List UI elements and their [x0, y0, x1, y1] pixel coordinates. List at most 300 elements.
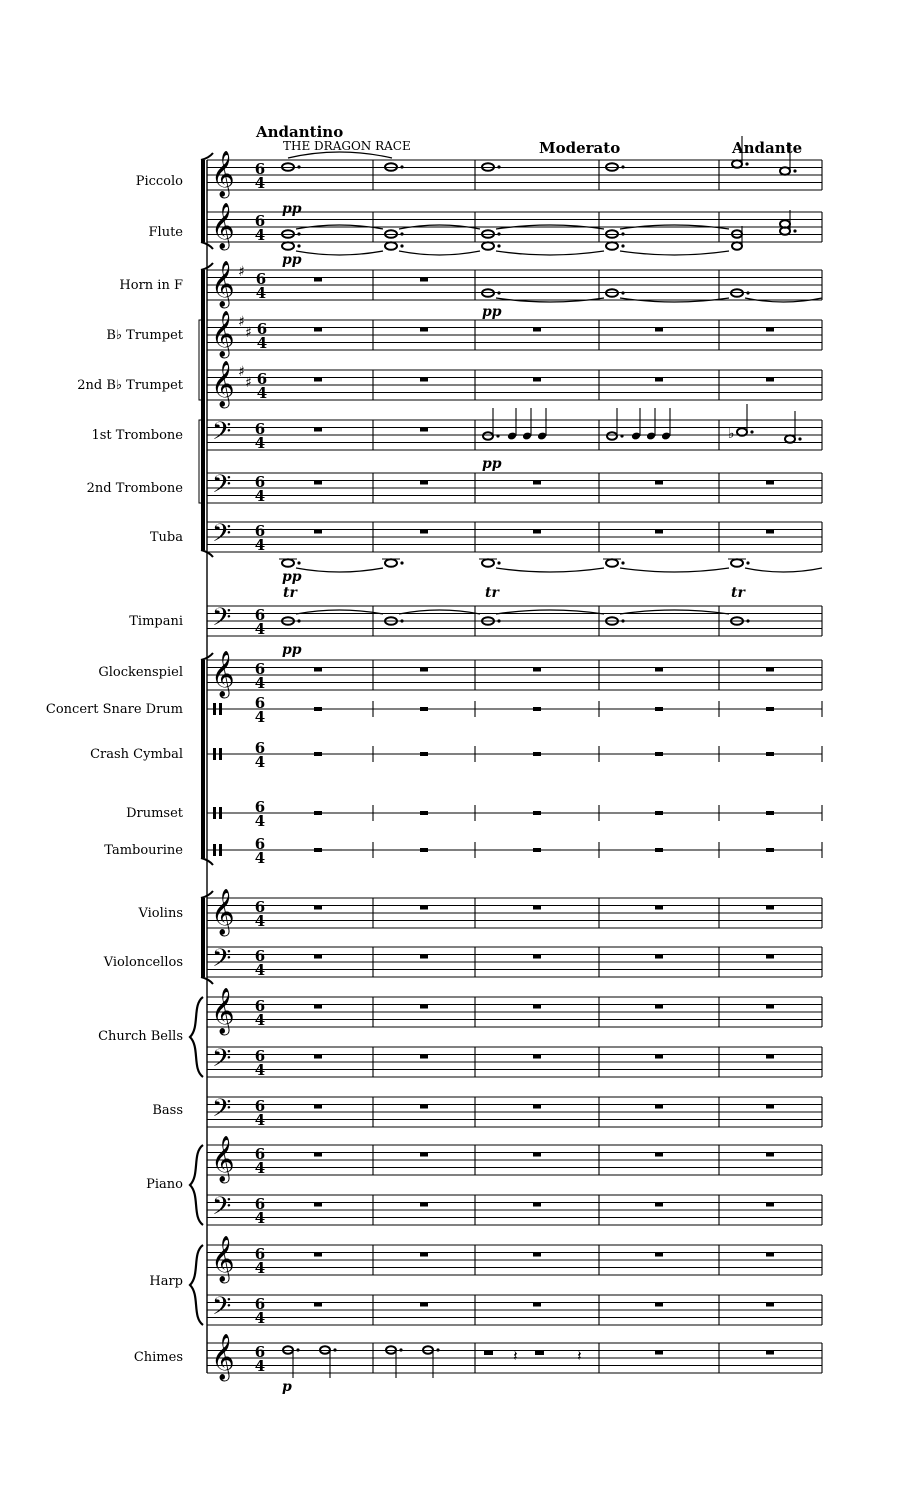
- whole-note: [482, 230, 494, 238]
- label-timpani: Timpani: [129, 614, 183, 629]
- half-note: [283, 1346, 293, 1354]
- dot: [745, 162, 748, 165]
- dot: [497, 291, 500, 294]
- whole-rest: [766, 1203, 774, 1207]
- whole-rest: [314, 1055, 322, 1059]
- whole-rest: [533, 752, 541, 756]
- whole-rest: [766, 1303, 774, 1307]
- half-rest: [484, 1351, 493, 1355]
- whole-rest: [766, 1153, 774, 1157]
- tempo-andante: Andante: [732, 139, 803, 157]
- label-horn: Horn in F: [119, 278, 183, 293]
- brace: [190, 997, 203, 1077]
- whole-rest: [314, 328, 322, 332]
- key-sharp: ♯: [238, 314, 245, 330]
- time-sig-bottom: 4: [254, 1011, 266, 1029]
- dot: [621, 244, 624, 247]
- time-sig-bottom: 4: [254, 536, 266, 554]
- dot: [497, 232, 500, 235]
- time-sig-bottom: 4: [254, 1111, 266, 1129]
- dot: [793, 229, 796, 232]
- whole-rest: [655, 668, 663, 672]
- treble-clef: 𝄞: [211, 311, 235, 357]
- tempo-andantino: Andantino: [256, 123, 344, 141]
- whole-note: [482, 559, 494, 567]
- label-flute: Flute: [148, 225, 183, 240]
- rests: [314, 278, 774, 1366]
- whole-rest: [420, 707, 428, 711]
- system-brackets: [190, 153, 213, 1325]
- dot: [497, 619, 500, 622]
- whole-rest: [766, 955, 774, 959]
- whole-rest: [655, 328, 663, 332]
- whole-rest: [655, 848, 663, 852]
- group-bracket: [201, 160, 205, 242]
- dynamic-p-chimes: p: [282, 1379, 292, 1395]
- whole-rest: [766, 1005, 774, 1009]
- whole-rest: [655, 481, 663, 485]
- label-trumpet-2: 2nd B♭ Trumpet: [77, 378, 183, 393]
- percussion-clef: [213, 748, 216, 760]
- whole-rest: [420, 955, 428, 959]
- whole-rest: [314, 668, 322, 672]
- time-sig-bottom: 4: [254, 753, 266, 771]
- treble-clef: 𝄞: [211, 361, 235, 407]
- dot: [297, 244, 300, 247]
- bass-clef: 𝄢: [212, 1192, 232, 1227]
- percussion-clef: [213, 844, 216, 856]
- quarter-rest: 𝄽: [577, 1347, 582, 1365]
- time-sig-bottom: 4: [254, 1159, 266, 1177]
- whole-rest: [314, 752, 322, 756]
- dot: [400, 561, 403, 564]
- percussion-clef: [213, 807, 216, 819]
- whole-rest: [314, 1153, 322, 1157]
- percussion-clef: [219, 844, 222, 856]
- time-sig-bottom: 4: [254, 1309, 266, 1327]
- whole-note: [482, 242, 494, 250]
- brace: [190, 1145, 203, 1225]
- time-sig-top: 6: [254, 798, 266, 816]
- whole-rest: [533, 481, 541, 485]
- whole-note: [385, 163, 397, 171]
- treble-clef: 𝄞: [211, 1236, 235, 1282]
- staff-lines: [207, 160, 822, 1373]
- half-note: [320, 1346, 330, 1354]
- half-note: [732, 160, 742, 168]
- whole-note: [385, 559, 397, 567]
- trill-2: tr: [485, 585, 499, 601]
- tie: [496, 251, 604, 255]
- whole-rest: [533, 906, 541, 910]
- whole-rest: [533, 1005, 541, 1009]
- treble-clef: 𝄞: [211, 1334, 235, 1380]
- time-sig-top: 6: [254, 835, 266, 853]
- dot: [296, 1348, 299, 1351]
- group-bracket: [201, 660, 205, 858]
- time-sig-top: 6: [254, 1047, 266, 1065]
- whole-rest: [420, 1203, 428, 1207]
- time-sig-top: 6: [256, 370, 268, 388]
- dot: [497, 244, 500, 247]
- dot: [621, 291, 624, 294]
- label-trombone-1: 1st Trombone: [91, 428, 183, 443]
- label-chimes: Chimes: [133, 1350, 183, 1365]
- time-sig-bottom: 4: [254, 812, 266, 830]
- dot: [620, 434, 623, 437]
- whole-rest: [533, 848, 541, 852]
- time-sig-top: 6: [254, 1097, 266, 1115]
- whole-rest: [766, 378, 774, 382]
- whole-rest: [655, 1303, 663, 1307]
- time-sig-top: 6: [254, 694, 266, 712]
- dot: [746, 561, 749, 564]
- time-sig-top: 6: [254, 160, 266, 178]
- percussion-clef: [219, 703, 222, 715]
- label-trumpet: B♭ Trumpet: [106, 328, 183, 343]
- whole-rest: [420, 530, 428, 534]
- whole-rest: [655, 1005, 663, 1009]
- bass-clef: 𝄢: [212, 1292, 232, 1327]
- whole-note: [606, 163, 618, 171]
- whole-rest: [314, 848, 322, 852]
- whole-rest: [533, 811, 541, 815]
- whole-rest: [314, 1105, 322, 1109]
- time-sig-bottom: 4: [254, 226, 266, 244]
- group-bracket: [201, 898, 205, 977]
- whole-rest: [655, 752, 663, 756]
- dynamic-pp-trombone: pp: [482, 456, 502, 472]
- dot: [333, 1348, 336, 1351]
- whole-rest: [420, 1303, 428, 1307]
- half-rest: [535, 1351, 544, 1355]
- dot: [746, 619, 749, 622]
- tempo-moderato: Moderato: [539, 139, 621, 157]
- label-violins: Violins: [138, 906, 183, 921]
- whole-rest: [420, 811, 428, 815]
- dot: [497, 165, 500, 168]
- whole-note: [731, 289, 743, 297]
- whole-note: [282, 230, 294, 238]
- bass-clef: 𝄢: [212, 1044, 232, 1079]
- time-sig-top: 6: [254, 1145, 266, 1163]
- label-church-bells: Church Bells: [98, 1029, 183, 1044]
- time-sig-bottom: 4: [254, 1259, 266, 1277]
- whole-rest: [766, 752, 774, 756]
- whole-rest: [533, 1303, 541, 1307]
- time-sig-top: 6: [254, 212, 266, 230]
- half-note: [483, 432, 493, 440]
- whole-rest: [314, 1005, 322, 1009]
- whole-rest: [314, 428, 322, 432]
- whole-rest: [314, 1253, 322, 1257]
- percussion-clef: [219, 748, 222, 760]
- time-sig-bottom: 4: [254, 708, 266, 726]
- dot: [746, 291, 749, 294]
- whole-rest: [655, 1055, 663, 1059]
- time-sig-bottom: 4: [254, 1357, 266, 1375]
- half-note: [607, 432, 617, 440]
- label-crash: Crash Cymbal: [90, 747, 183, 762]
- key-sharp: ♯: [238, 264, 245, 280]
- bass-clef: 𝄢: [212, 417, 232, 452]
- whole-rest: [314, 955, 322, 959]
- whole-rest: [533, 328, 541, 332]
- whole-note: [385, 230, 397, 238]
- key-sharp: ♯: [245, 325, 252, 341]
- whole-note: [606, 230, 618, 238]
- time-signatures: [255, 160, 267, 1375]
- whole-note: [606, 559, 618, 567]
- time-sig-bottom: 4: [254, 1061, 266, 1079]
- whole-note: [282, 559, 294, 567]
- dot: [297, 232, 300, 235]
- time-sig-top: 6: [254, 1343, 266, 1361]
- whole-rest: [655, 1253, 663, 1257]
- whole-rest: [655, 378, 663, 382]
- label-trombone-2: 2nd Trombone: [86, 481, 183, 496]
- tie: [296, 568, 383, 572]
- whole-note: [482, 289, 494, 297]
- dot: [621, 165, 624, 168]
- half-note: [386, 1346, 396, 1354]
- whole-rest: [420, 848, 428, 852]
- whole-rest: [655, 707, 663, 711]
- label-cellos: Violoncellos: [103, 955, 183, 970]
- dot: [621, 561, 624, 564]
- whole-rest: [766, 906, 774, 910]
- bass-clef: 𝄢: [212, 1094, 232, 1129]
- whole-rest: [766, 328, 774, 332]
- half-note: [785, 435, 795, 443]
- time-sig-top: 6: [254, 739, 266, 757]
- whole-rest: [314, 906, 322, 910]
- time-sig-bottom: 4: [254, 961, 266, 979]
- half-note: [732, 230, 742, 238]
- dot: [436, 1348, 439, 1351]
- whole-rest: [655, 1351, 663, 1355]
- time-sig-top: 6: [254, 997, 266, 1015]
- dot: [297, 619, 300, 622]
- whole-rest: [766, 811, 774, 815]
- tie: [296, 251, 383, 255]
- label-glockenspiel: Glockenspiel: [98, 665, 183, 680]
- half-note: [732, 242, 742, 250]
- time-sig-bottom: 4: [254, 620, 266, 638]
- whole-rest: [533, 1153, 541, 1157]
- whole-rest: [420, 278, 428, 282]
- whole-rest: [533, 1253, 541, 1257]
- whole-rest: [766, 1351, 774, 1355]
- whole-rest: [314, 481, 322, 485]
- brace: [190, 1245, 203, 1325]
- dot: [750, 430, 753, 433]
- time-sig-bottom: 4: [255, 284, 267, 302]
- dot: [400, 165, 403, 168]
- label-harp: Harp: [149, 1274, 183, 1289]
- time-sig-top: 6: [254, 660, 266, 678]
- treble-clef: 𝄞: [211, 988, 235, 1034]
- dot: [496, 434, 499, 437]
- whole-rest: [420, 1253, 428, 1257]
- tie: [399, 251, 480, 255]
- whole-rest: [420, 752, 428, 756]
- treble-clef: 𝄞: [211, 1136, 235, 1182]
- whole-rest: [420, 1005, 428, 1009]
- bass-clef: 𝄢: [212, 470, 232, 505]
- whole-rest: [420, 668, 428, 672]
- time-sig-top: 6: [254, 1295, 266, 1313]
- whole-rest: [655, 530, 663, 534]
- whole-note: [606, 242, 618, 250]
- tie: [745, 568, 822, 572]
- whole-rest: [655, 1203, 663, 1207]
- dot: [621, 619, 624, 622]
- key-sharp: ♯: [238, 364, 245, 380]
- dynamic-pp-horn: pp: [482, 304, 502, 320]
- dot: [497, 561, 500, 564]
- piece-subtitle: THE DRAGON RACE: [283, 139, 411, 153]
- time-sig-bottom: 4: [256, 334, 268, 352]
- trill-3: tr: [731, 585, 745, 601]
- bass-clef: 𝄢: [212, 944, 232, 979]
- whole-rest: [766, 668, 774, 672]
- dot: [798, 437, 801, 440]
- whole-rest: [420, 328, 428, 332]
- whole-rest: [314, 1203, 322, 1207]
- whole-rest: [420, 1105, 428, 1109]
- treble-clef: 𝄞: [211, 651, 235, 697]
- whole-rest: [533, 668, 541, 672]
- whole-rest: [766, 1253, 774, 1257]
- dot: [793, 169, 796, 172]
- bass-clef: 𝄢: [212, 519, 232, 554]
- time-sig-top: 6: [254, 898, 266, 916]
- treble-clef: 𝄞: [211, 151, 235, 197]
- tie: [620, 251, 729, 255]
- half-note: [423, 1346, 433, 1354]
- dynamic-pp-tuba: pp: [282, 569, 302, 585]
- whole-rest: [655, 906, 663, 910]
- time-sig-top: 6: [256, 320, 268, 338]
- barlines: [207, 160, 822, 1373]
- time-sig-bottom: 4: [254, 1209, 266, 1227]
- whole-rest: [420, 428, 428, 432]
- dot: [297, 165, 300, 168]
- quarter-rest: 𝄽: [513, 1347, 518, 1365]
- whole-note: [282, 163, 294, 171]
- whole-rest: [533, 530, 541, 534]
- whole-note: [731, 559, 743, 567]
- bass-clef: 𝄢: [212, 603, 232, 638]
- dot: [400, 232, 403, 235]
- whole-rest: [420, 1153, 428, 1157]
- dynamic-pp-piccolo: pp: [282, 201, 302, 217]
- tie: [496, 568, 604, 572]
- whole-rest: [533, 707, 541, 711]
- whole-rest: [766, 848, 774, 852]
- percussion-clef: [213, 703, 216, 715]
- whole-rest: [314, 707, 322, 711]
- tie: [620, 568, 729, 572]
- whole-rest: [766, 1055, 774, 1059]
- time-sig-bottom: 4: [254, 912, 266, 930]
- dot: [400, 619, 403, 622]
- time-sig-bottom: 4: [254, 487, 266, 505]
- dynamic-pp-flute: pp: [282, 252, 302, 268]
- treble-clef: 𝄞: [211, 889, 235, 935]
- whole-rest: [655, 811, 663, 815]
- time-sig-top: 6: [254, 1245, 266, 1263]
- whole-note: [606, 289, 618, 297]
- time-sig-bottom: 4: [256, 384, 268, 402]
- whole-rest: [533, 1203, 541, 1207]
- whole-rest: [314, 811, 322, 815]
- dynamic-pp-timpani: pp: [282, 642, 302, 658]
- label-piccolo: Piccolo: [135, 174, 183, 189]
- time-sig-bottom: 4: [254, 434, 266, 452]
- time-sig-top: 6: [254, 473, 266, 491]
- dot: [621, 232, 624, 235]
- whole-note: [282, 242, 294, 250]
- label-snare: Concert Snare Drum: [45, 702, 183, 717]
- whole-rest: [766, 707, 774, 711]
- flat: ♭: [728, 426, 735, 442]
- whole-rest: [655, 955, 663, 959]
- clefs-and-keys: [211, 151, 252, 1382]
- key-sharp: ♯: [245, 375, 252, 391]
- half-note: [780, 167, 790, 175]
- whole-note: [482, 163, 494, 171]
- whole-rest: [314, 278, 322, 282]
- whole-rest: [420, 481, 428, 485]
- time-sig-bottom: 4: [254, 674, 266, 692]
- whole-rest: [420, 906, 428, 910]
- whole-rest: [655, 1153, 663, 1157]
- time-sig-top: 6: [255, 270, 267, 288]
- time-sig-top: 6: [254, 606, 266, 624]
- treble-clef: 𝄞: [211, 203, 235, 249]
- label-bass: Bass: [152, 1103, 183, 1118]
- whole-rest: [655, 1105, 663, 1109]
- whole-rest: [420, 1055, 428, 1059]
- time-sig-top: 6: [254, 1195, 266, 1213]
- label-drumset: Drumset: [126, 806, 183, 821]
- time-sig-top: 6: [254, 522, 266, 540]
- whole-rest: [314, 378, 322, 382]
- time-sig-bottom: 4: [254, 174, 266, 192]
- whole-rest: [533, 1105, 541, 1109]
- dot: [399, 1348, 402, 1351]
- treble-clef: 𝄞: [211, 261, 235, 307]
- time-sig-bottom: 4: [254, 849, 266, 867]
- whole-rest: [533, 1055, 541, 1059]
- whole-note: [385, 242, 397, 250]
- time-sig-top: 6: [254, 947, 266, 965]
- whole-rest: [533, 955, 541, 959]
- percussion-clef: [219, 807, 222, 819]
- dot: [297, 561, 300, 564]
- notes: [279, 136, 822, 1378]
- dot: [400, 244, 403, 247]
- group-bracket: [201, 270, 205, 550]
- label-piano: Piano: [146, 1177, 183, 1192]
- whole-rest: [314, 530, 322, 534]
- whole-rest: [314, 1303, 322, 1307]
- whole-rest: [766, 530, 774, 534]
- whole-rest: [766, 1105, 774, 1109]
- trill-1: tr: [283, 585, 297, 601]
